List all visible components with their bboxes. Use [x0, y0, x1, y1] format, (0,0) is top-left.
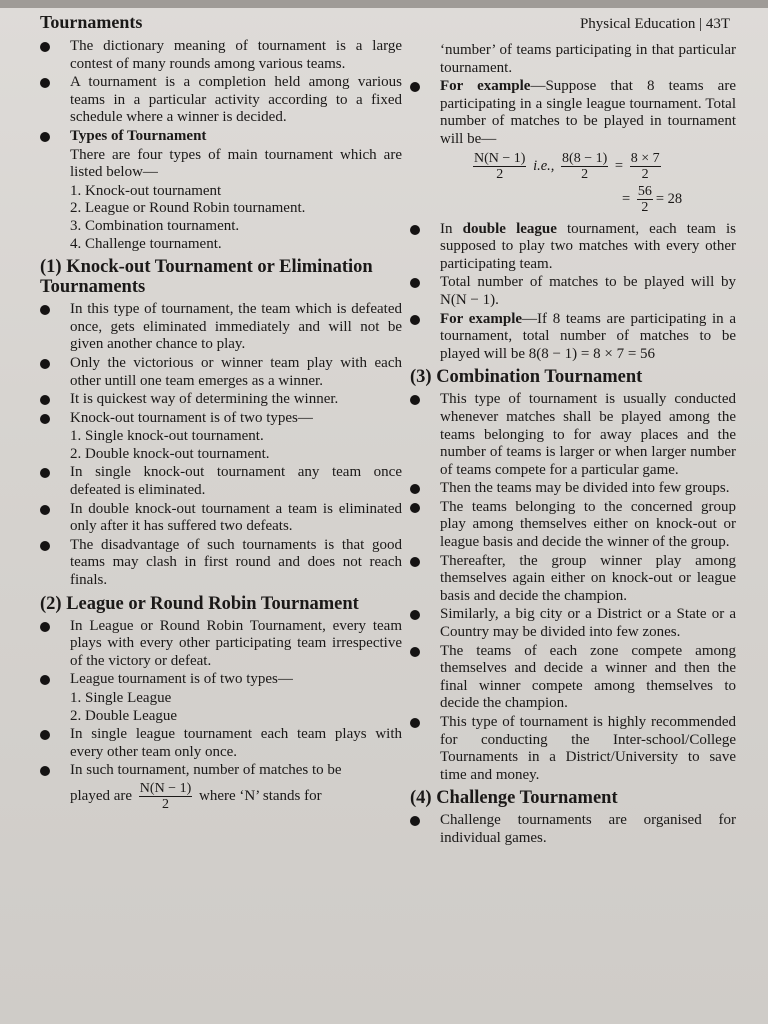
paragraph-text: ‘number’ of teams participating in that particular tournament.	[440, 42, 736, 76]
bullet-item	[410, 499, 736, 552]
bullet-text: In single league tournament each team plays with every other team only once.	[70, 726, 402, 760]
bullet-dot-icon	[410, 503, 420, 513]
numerator: 56	[637, 183, 652, 199]
bullet-text: League tournament is of two types—	[70, 671, 293, 688]
bullet-item	[410, 311, 736, 364]
bullet-item	[410, 606, 736, 641]
bullet-text: The teams belonging to the concerned group play among themselves either on knock-out or league basis and decide the winner of the group.	[440, 498, 736, 551]
bullet-dot-icon	[410, 816, 420, 826]
bullet-item	[40, 301, 402, 354]
bullet-text: In double knock-out tournament a team is eliminated only after it has suffered two defeats.	[70, 500, 402, 535]
list-item: 4. Challenge tournament.	[70, 235, 222, 252]
bold-term: double league	[462, 220, 557, 237]
example-label: For example	[440, 310, 523, 327]
fraction	[637, 184, 653, 215]
bullet-dot-icon	[40, 505, 50, 515]
bullet-text: In such tournament, number of matches to be	[70, 762, 342, 779]
list-item: 2. League or Round Robin tournament.	[70, 200, 306, 217]
paragraph-text: There are four types of main tournament which are listed below—	[70, 146, 402, 181]
numbered-list	[40, 428, 402, 463]
bullet-dot-icon	[40, 132, 50, 142]
formula-prefix: played are	[70, 787, 133, 804]
bullet-text: Only the victorious or winner team play with each other untill one team emerges as a winner.	[70, 354, 402, 389]
bullet-item	[410, 553, 736, 606]
page-header-running: Physical Education | 43T	[579, 16, 730, 32]
calculation-result	[410, 184, 736, 215]
list-item: 2. Double knock-out tournament.	[70, 445, 270, 462]
list-item: 1. Knock-out tournament	[70, 182, 222, 199]
denominator: 2	[641, 199, 649, 215]
numerator: N(N − 1)	[474, 150, 526, 166]
bullet-dot-icon	[40, 305, 50, 315]
bullet-item	[410, 391, 736, 479]
right-column	[410, 42, 736, 849]
numbered-list	[40, 690, 402, 725]
fraction	[139, 781, 192, 812]
bullet-text: Then the teams may be divided into few groups.	[440, 480, 730, 497]
denominator: 2	[496, 166, 504, 182]
bullet-text: —If 8 teams are participating in a tournament, total number of matches to be played will be 8(8 − 1) = 8 × 7 = 56	[440, 310, 736, 362]
left-column	[40, 38, 402, 813]
bullet-item	[40, 762, 402, 780]
paragraph	[40, 147, 402, 182]
bullet-text: Knock-out tournament is of two types—	[70, 409, 313, 426]
list-item: 3. Combination tournament.	[70, 217, 240, 234]
ie-text: i.e.,	[533, 157, 555, 174]
bullet-text: Thereafter, the group winner play among themselves again either on knock-out or league basis and decide the champion.	[440, 552, 736, 604]
bullet-dot-icon	[40, 730, 50, 740]
bullet-item	[410, 78, 736, 148]
fraction	[473, 151, 526, 182]
bullet-item	[40, 410, 402, 428]
numerator: 8(8 − 1)	[562, 150, 608, 166]
result-value: = 28	[655, 190, 683, 207]
bullet-text: The dictionary meaning of tournament is a large contest of many rounds among various teams.	[70, 38, 402, 72]
list-item: 1. Single League	[70, 690, 172, 706]
section-heading-league: (2) League or Round Robin Tournament	[40, 593, 359, 614]
bullet-item	[410, 221, 736, 274]
denominator: 2	[162, 796, 170, 812]
bullet-dot-icon	[410, 225, 420, 235]
bullet-dot-icon	[40, 78, 50, 88]
bullet-item	[410, 812, 736, 847]
bullet-text: Total number of matches to be played will by N(N − 1).	[440, 274, 736, 308]
bullet-item	[40, 671, 402, 689]
bullet-dot-icon	[410, 278, 420, 288]
bullet-item	[40, 537, 402, 590]
bullet-item	[40, 355, 402, 390]
bullet-dot-icon	[410, 718, 420, 728]
bullet-dot-icon	[410, 557, 420, 567]
bullet-text: Challenge tournaments are organised for individual games.	[440, 812, 736, 846]
bullet-text: Similarly, a big city or a District or a State or a Country may be divided into few zones.	[440, 606, 736, 641]
equals-sign: =	[614, 157, 624, 174]
bullet-text: This type of tournament is usually conducted whenever matches shall be played among the teams belonging to for away places and the number of teams is larger or when larger number of teams compete for a particular game.	[440, 391, 736, 478]
bullet-dot-icon	[40, 675, 50, 685]
bullet-item	[40, 464, 402, 499]
bullet-dot-icon	[40, 359, 50, 369]
bullet-dot-icon	[410, 484, 420, 494]
bullet-dot-icon	[40, 414, 50, 424]
bullet-text: It is quickest way of determining the winner.	[70, 391, 339, 408]
bullet-text: In this type of tournament, the team which is defeated once, gets eliminated immediately and will not be given another chance to play.	[70, 301, 402, 353]
bullet-dot-icon	[40, 468, 50, 478]
bullet-dot-icon	[40, 541, 50, 551]
bullet-dot-icon	[410, 82, 420, 92]
formula-suffix: where ‘N’ stands for	[199, 787, 322, 804]
bullet-text: —Suppose that 8 teams are participating in a single league tournament. Total number of matches to be played in tournament will be—	[440, 78, 736, 147]
bullet-dot-icon	[40, 395, 50, 405]
bullet-text: tournament, each team is supposed to play two matches with every other participating team.	[440, 220, 736, 272]
paragraph	[410, 42, 736, 77]
bullet-dot-icon	[40, 42, 50, 52]
equals-sign: =	[622, 190, 631, 207]
numerator: 8 × 7	[630, 150, 660, 166]
bullet-text: In League or Round Robin Tournament, every team plays with every other participating team irrespective of the victory or defeat.	[70, 617, 402, 669]
numerator: N(N − 1)	[139, 780, 192, 796]
bullet-dot-icon	[40, 622, 50, 632]
subheading: Types of Tournament	[70, 127, 207, 144]
bullet-dot-icon	[40, 766, 50, 776]
denominator: 2	[581, 166, 589, 182]
bullet-item	[410, 643, 736, 713]
bullet-text: The disadvantage of such tournaments is that good teams may clash in first round and does not reach finals.	[70, 536, 402, 589]
fraction	[630, 151, 661, 182]
denominator: 2	[641, 166, 649, 182]
bullet-text: The teams of each zone compete among themselves and decide a winner and then the final winner compete among themselves to decide the champion.	[440, 642, 736, 712]
bullet-dot-icon	[410, 647, 420, 657]
bullet-item	[40, 501, 402, 536]
numbered-list	[40, 183, 402, 253]
bullet-item	[410, 480, 736, 498]
bullet-item	[40, 38, 402, 73]
bullet-item	[40, 726, 402, 761]
list-item: 2. Double League	[70, 707, 178, 724]
bullet-item	[40, 128, 402, 146]
section-heading-combination: (3) Combination Tournament	[410, 367, 643, 388]
fraction	[561, 151, 608, 182]
bullet-text: In	[440, 220, 453, 237]
bullet-dot-icon	[410, 315, 420, 325]
page-top-edge	[0, 0, 768, 8]
bullet-dot-icon	[410, 610, 420, 620]
bullet-item	[410, 274, 736, 309]
calculation-line	[410, 151, 736, 182]
page-header-title: Tournaments	[40, 12, 143, 32]
bullet-dot-icon	[410, 395, 420, 405]
bullet-item	[40, 391, 402, 409]
bullet-text: This type of tournament is highly recommended for conducting the Inter-school/College Tournaments in a District/University to save time and money.	[440, 714, 736, 783]
section-heading-challenge: (4) Challenge Tournament	[410, 788, 618, 809]
bullet-item	[40, 74, 402, 127]
bullet-text: In single knock-out tournament any team once defeated is eliminated.	[70, 464, 402, 499]
section-heading-knockout: (1) Knock-out Tournament or Elimination Tournaments	[40, 257, 373, 298]
example-label: For example	[440, 78, 531, 95]
list-item: 1. Single knock-out tournament.	[70, 428, 264, 445]
bullet-text: A tournament is a completion held among various teams in a particular activity according to a fixed schedule where a winner is decided.	[70, 74, 402, 126]
bullet-item	[40, 618, 402, 671]
formula-line	[40, 781, 402, 812]
bullet-item	[410, 714, 736, 784]
